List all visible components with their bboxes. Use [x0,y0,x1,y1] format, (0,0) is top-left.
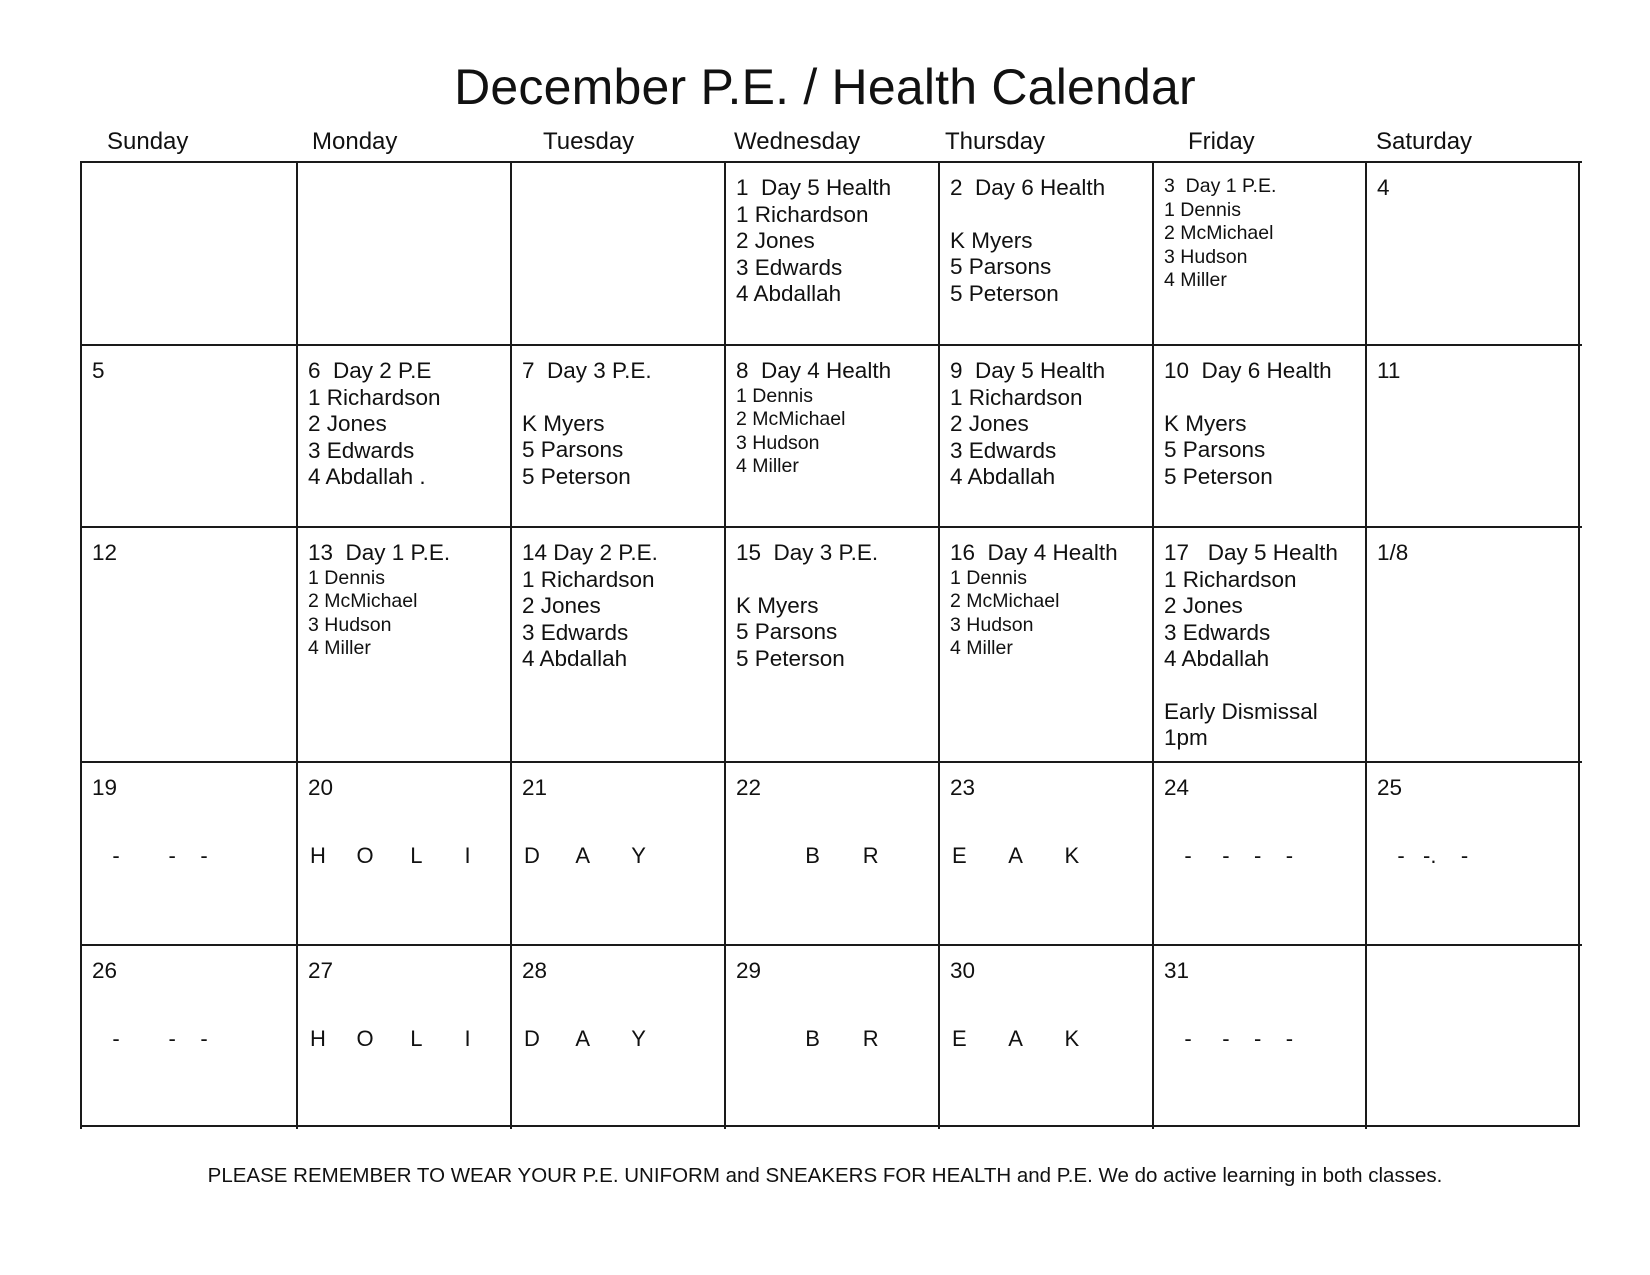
day-cell [724,161,940,346]
holiday-break-label: B R [738,1026,879,1051]
day-cell [510,526,726,763]
day-cell [296,344,512,528]
schedule-line: 2 McMichael [308,590,418,612]
schedule-line: 3 Hudson [950,613,1034,636]
schedule-line: 5 Parsons [1164,437,1266,462]
schedule-line: 5 Parsons [736,619,838,644]
day-cell [80,344,298,528]
schedule-line: 1 Richardson [950,384,1083,410]
blank-line [1164,673,1357,699]
day-heading: 12 [92,540,118,565]
schedule-line: 1 Dennis [736,384,813,407]
holiday-break-label: - -. - [1379,843,1469,868]
schedule-line: 1 Richardson [736,201,869,227]
day-header-tuesday: Tuesday [543,128,635,155]
schedule-line: K Myers [950,227,1033,253]
schedule-line: 4 Miller [950,637,1013,659]
day-heading: 4 [1377,175,1390,200]
day-heading: 1 Day 5 Health [736,175,892,200]
day-heading: 21 [522,775,548,800]
schedule-line: 3 Hudson [308,613,392,636]
day-cell [1365,761,1582,946]
day-cell [938,526,1154,763]
day-heading: 3 Day 1 P.E. [1164,175,1277,197]
day-cell [1152,344,1367,528]
day-heading: 15 Day 3 P.E. [736,540,879,565]
day-cell [510,944,726,1129]
day-heading: 17 Day 5 Health [1164,540,1338,565]
day-cell [510,344,726,528]
holiday-break-label: H O L I [310,1026,471,1051]
holiday-break-label: E A K [952,843,1080,868]
blank-line [1164,385,1357,411]
day-heading: 5 [92,358,105,383]
day-heading: 29 [736,958,762,983]
schedule-line: K Myers [522,410,605,436]
schedule-line: 4 Abdallah . [308,464,426,489]
schedule-line: 1pm [1164,725,1208,750]
blank-line [950,202,1144,228]
blank-line [736,567,930,593]
schedule-line: 4 Abdallah [950,464,1056,489]
calendar-title: December P.E. / Health Calendar [454,59,1196,115]
day-cell [938,761,1154,946]
day-cell [80,761,298,946]
holiday-break-label: - - - - [1166,843,1294,868]
day-heading: 6 Day 2 P.E [308,358,432,383]
day-cell [80,944,298,1129]
schedule-line: 5 Peterson [522,463,631,489]
schedule-line: 5 Peterson [950,280,1059,306]
schedule-line: 3 Edwards [736,254,843,280]
holiday-break-label: - - - [94,1026,208,1051]
schedule-line: 2 Jones [308,411,387,436]
schedule-line: 1 Dennis [950,566,1027,589]
day-heading: 1/8 [1377,540,1409,565]
schedule-line: 4 Miller [308,637,371,659]
schedule-line: 2 Jones [1164,593,1243,618]
day-cell [724,526,940,763]
holiday-break-label: B R [738,843,879,868]
schedule-line: 3 Edwards [308,437,415,463]
day-heading: 9 Day 5 Health [950,358,1106,383]
day-header-saturday: Saturday [1376,128,1473,155]
day-cell [296,161,512,346]
holiday-break-label: H O L I [310,843,471,868]
day-cell [1152,161,1367,346]
schedule-line: 3 Edwards [950,437,1057,463]
blank-line [522,385,716,411]
day-heading: 22 [736,775,762,800]
schedule-line: 4 Abdallah [522,646,628,671]
schedule-line: K Myers [1164,410,1247,436]
day-cell [724,944,940,1129]
day-cell [1152,761,1367,946]
schedule-line: 2 Jones [950,411,1029,436]
day-heading: 30 [950,958,976,983]
day-heading: 10 Day 6 Health [1164,358,1332,383]
day-heading: 13 Day 1 P.E. [308,540,451,565]
day-header-sunday: Sunday [107,128,189,155]
day-heading: 27 [308,958,334,983]
holiday-break-label: - - - - [1166,1026,1294,1051]
day-cell [510,761,726,946]
day-cell [296,761,512,946]
day-cell [296,526,512,763]
day-cell [938,944,1154,1129]
day-heading: 24 [1164,775,1190,800]
day-cell [938,161,1154,346]
holiday-break-label: D A Y [524,843,646,868]
schedule-line: 3 Hudson [1164,245,1248,268]
schedule-line: 3 Hudson [736,431,820,454]
day-heading: 11 [1377,358,1401,383]
holiday-break-label: E A K [952,1026,1080,1051]
day-heading: 14 Day 2 P.E. [522,540,658,565]
day-cell [1365,526,1582,763]
day-header-friday: Friday [1188,128,1255,155]
day-cell [1152,526,1367,763]
schedule-line: 1 Richardson [308,384,441,410]
schedule-line: K Myers [736,592,819,618]
schedule-line: 5 Parsons [522,437,624,462]
day-heading: 31 [1164,958,1190,983]
day-cell [80,526,298,763]
holiday-break-label: D A Y [524,1026,646,1051]
day-cell [296,944,512,1129]
schedule-line: 1 Dennis [1164,198,1241,221]
holiday-break-label: - - - [94,843,208,868]
day-header-wednesday: Wednesday [734,128,861,155]
day-heading: 8 Day 4 Health [736,358,892,383]
day-cell [1365,161,1582,346]
day-cell [938,344,1154,528]
schedule-line: 4 Miller [1164,269,1227,291]
schedule-line: 5 Parsons [950,254,1052,279]
day-header-thursday: Thursday [945,128,1046,155]
day-heading: 28 [522,958,548,983]
day-heading: 20 [308,775,334,800]
day-cell [510,161,726,346]
schedule-line: 1 Richardson [1164,566,1297,592]
day-heading: 2 Day 6 Health [950,175,1106,200]
day-heading: 26 [92,958,118,983]
day-cell [1365,344,1582,528]
day-heading: 23 [950,775,976,800]
day-cell [724,344,940,528]
day-heading: 7 Day 3 P.E. [522,358,652,383]
day-header-monday: Monday [312,128,398,155]
day-heading: 16 Day 4 Health [950,540,1118,565]
day-cell [1365,944,1582,1129]
schedule-line: 4 Abdallah [1164,646,1270,671]
day-cell [80,161,298,346]
schedule-line: 4 Abdallah [736,281,842,306]
schedule-line: 2 McMichael [1164,222,1274,244]
schedule-line: 2 McMichael [736,408,846,430]
schedule-line: 5 Peterson [736,645,845,671]
schedule-line: 3 Edwards [1164,619,1271,645]
schedule-line: 2 McMichael [950,590,1060,612]
schedule-line: 1 Dennis [308,566,385,589]
schedule-line: 4 Miller [736,455,799,477]
schedule-line: 2 Jones [522,593,601,618]
schedule-line: 3 Edwards [522,619,629,645]
schedule-line: 1 Richardson [522,566,655,592]
schedule-line: 5 Peterson [1164,463,1273,489]
day-heading: 19 [92,775,118,800]
schedule-line: Early Dismissal [1164,698,1318,724]
day-cell [724,761,940,946]
day-cell [1152,944,1367,1129]
day-heading: 25 [1377,775,1403,800]
calendar-grid [80,161,1580,1127]
footer-note: PLEASE REMEMBER TO WEAR YOUR P.E. UNIFORM and SNEAKERS FOR HEALTH and P.E. We do active learning in both classes. [207,1164,1443,1187]
schedule-line: 2 Jones [736,228,815,253]
